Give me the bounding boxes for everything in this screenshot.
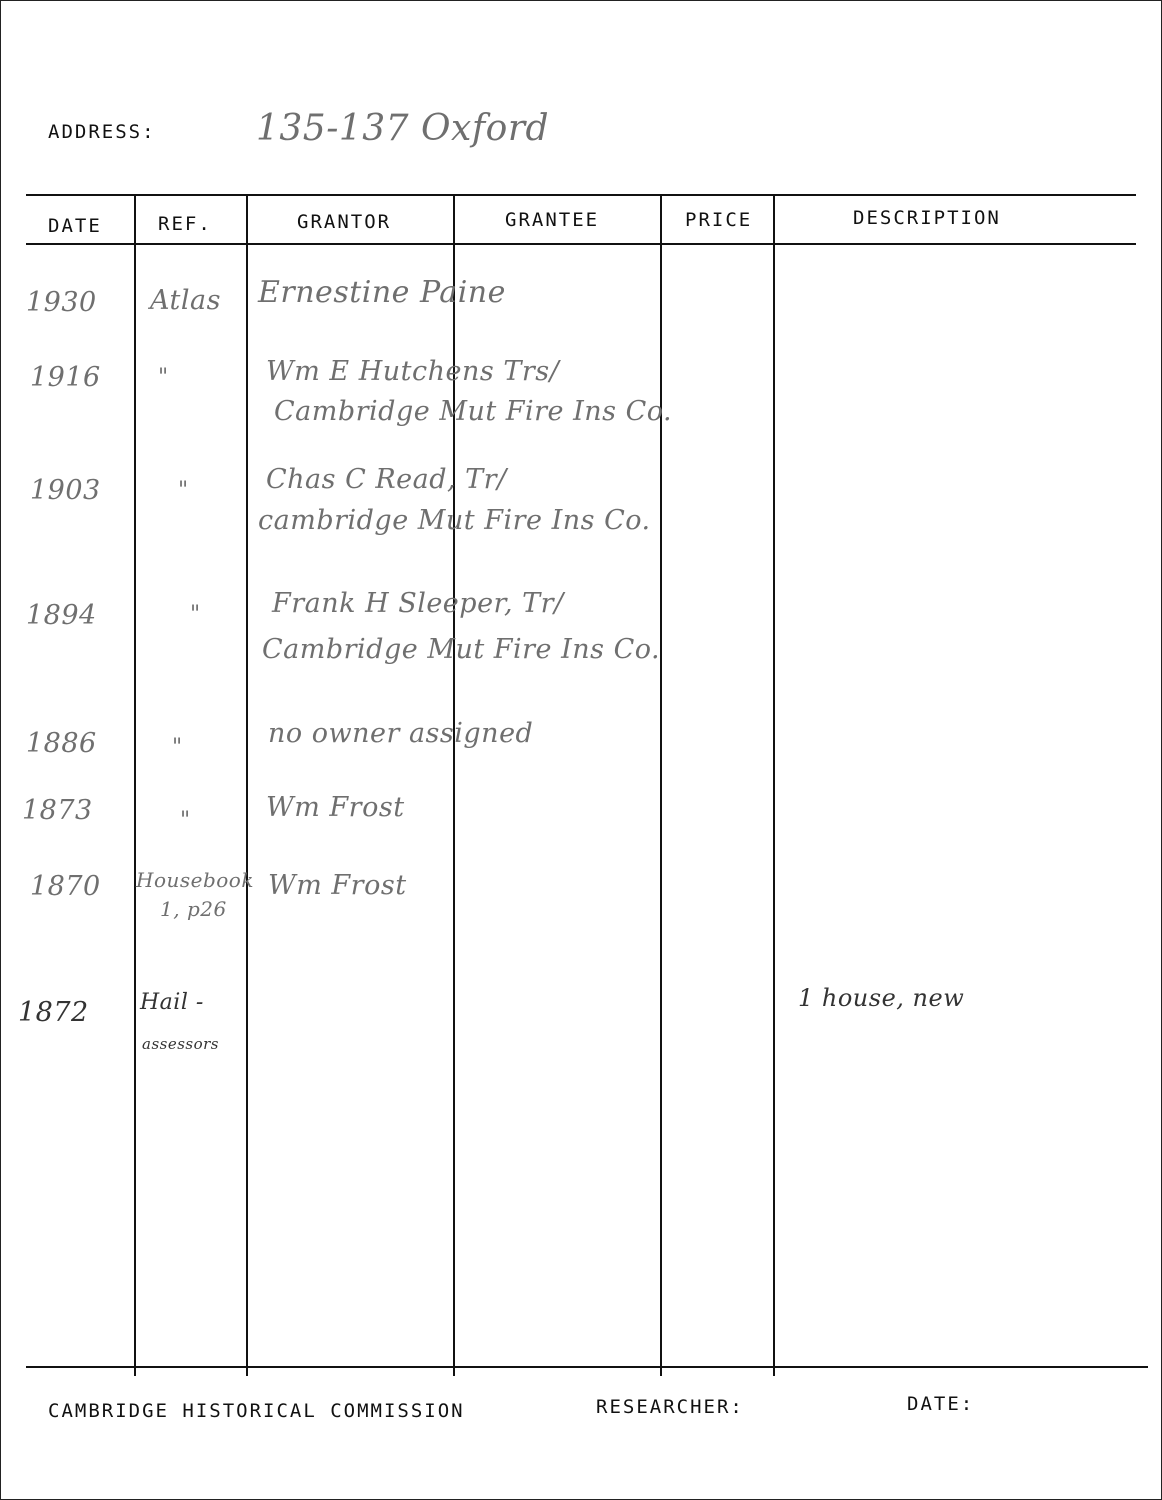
- header-bottom-rule: [26, 243, 1136, 245]
- column-header-description: DESCRIPTION: [853, 207, 1001, 229]
- row-date: 1894: [26, 600, 97, 631]
- row-grantor-line: Wm Frost: [268, 870, 407, 901]
- row-grantor-line: Ernestine Paine: [258, 275, 506, 310]
- address-label: ADDRESS:: [48, 121, 156, 143]
- row-ref-line: Hail -: [140, 990, 204, 1015]
- row-date: 1872: [18, 997, 89, 1028]
- row-grantor-line: Cambridge Mut Fire Ins Co.: [274, 396, 673, 427]
- row-grantor-line: Cambridge Mut Fire Ins Co.: [262, 634, 661, 665]
- column-header-grantor: GRANTOR: [297, 211, 392, 233]
- row-date: 1930: [26, 287, 97, 318]
- footer-organization: CAMBRIDGE HISTORICAL COMMISSION: [48, 1400, 465, 1422]
- row-grantor-line: no owner assigned: [268, 718, 534, 749]
- row-ref: Atlas: [150, 285, 221, 316]
- col-divider-date-ref: [134, 196, 136, 1376]
- footer-researcher-label: RESEARCHER:: [596, 1396, 744, 1418]
- row-grantor-line: Chas C Read, Tr/: [266, 464, 507, 495]
- column-header-grantee: GRANTEE: [505, 209, 600, 231]
- row-date: 1870: [30, 871, 101, 902]
- row-ref: ": [178, 478, 189, 503]
- column-header-ref: REF.: [158, 213, 212, 235]
- row-ref-line: 1, p26: [160, 897, 227, 921]
- column-header-date: DATE: [48, 215, 102, 237]
- row-ref-line: assessors: [142, 1035, 220, 1053]
- row-ref: ": [158, 365, 169, 390]
- row-date: 1916: [30, 362, 101, 393]
- table-bottom-rule: [26, 1366, 1148, 1368]
- row-date: 1903: [30, 475, 101, 506]
- address-value: 135-137 Oxford: [256, 108, 550, 149]
- col-divider-price-description: [773, 196, 775, 1376]
- table-top-rule: [26, 194, 1136, 196]
- row-ref: ": [172, 735, 183, 760]
- row-ref: ": [190, 602, 201, 627]
- row-ref-line: Housebook: [136, 868, 254, 892]
- col-divider-ref-grantor: [246, 196, 248, 1376]
- row-grantor-line: cambridge Mut Fire Ins Co.: [258, 505, 651, 536]
- row-date: 1886: [26, 728, 97, 759]
- row-ref: ": [180, 808, 191, 833]
- row-grantor-line: Wm E Hutchens Trs/: [266, 356, 560, 387]
- row-description: 1 house, new: [798, 984, 965, 1012]
- column-header-price: PRICE: [685, 209, 753, 231]
- col-divider-grantee-price: [660, 196, 662, 1376]
- footer-date-label: DATE:: [907, 1393, 975, 1415]
- row-date: 1873: [22, 795, 93, 826]
- row-grantor-line: Wm Frost: [266, 792, 405, 823]
- row-grantor-line: Frank H Sleeper, Tr/: [272, 588, 564, 619]
